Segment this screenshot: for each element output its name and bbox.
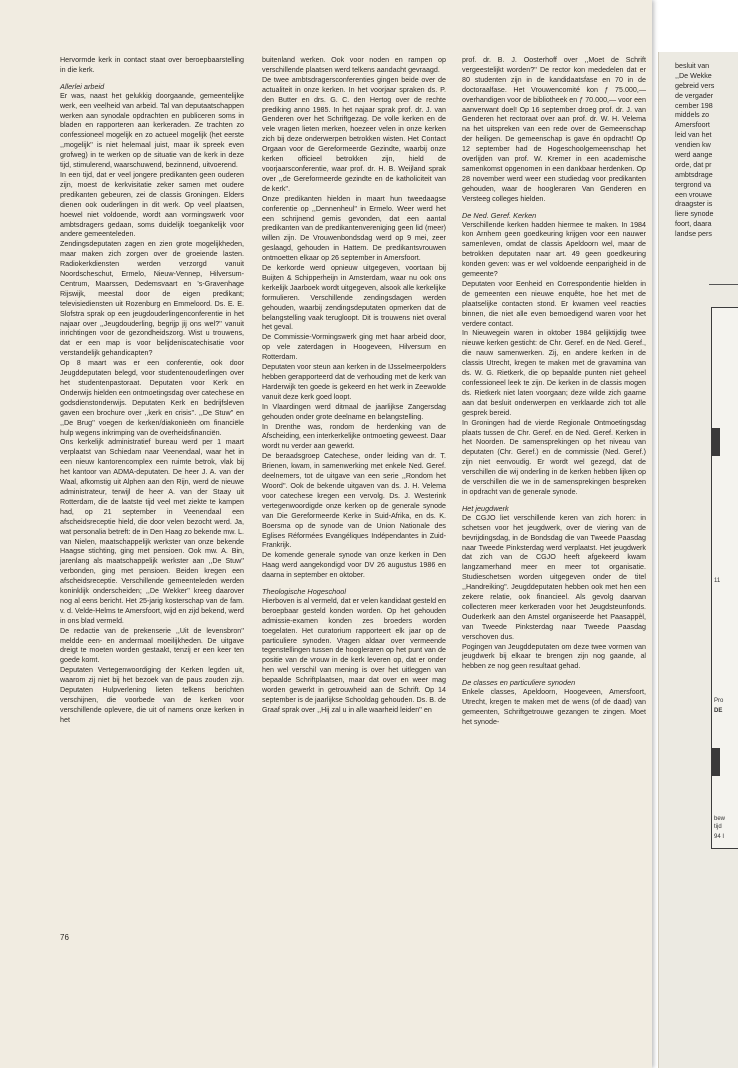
page-number: 76 bbox=[60, 933, 69, 942]
paragraph: Deputaten voor steun aan kerken in de IJsselmeerpolders hebben gerapporteerd dat de verhouding met de kerk van Harderwijk ten goede is gekeerd en het werk in Zeewolde vanuit deze kerk goed loopt. bbox=[262, 363, 446, 401]
paragraph: In Drenthe was, rondom de herdenking van de Afscheiding, een interkerkelijke ontmoeting geweest. Daar wordt nu verder aan gewerkt. bbox=[262, 422, 446, 451]
text-line: draagster is bbox=[675, 200, 713, 209]
paragraph: Zendingsdeputaten zagen en zien grote mogelijkheden, maar maken zich zorgen over de groeiende lasten. Radiokerkdiensten werden verzorgd vanuit Noordscheschut, Ermelo, Nieuw-Vennep, Hilversum-Centrum, Maarssen, Dedemsvaart en 's-Gravenhage Rijswijk, meestal door de eigen predikant; televisiediensten uit Rozenburg en Emmeloord. Ds. E. E. Slofstra sprak op een jeugdouderlingenconferentie in het najaar over ,,Jeugdouderling, begrijp jij ons wel?'' vanuit inrichtingen voor de gezondheidszorg. Wist u trouwens, dat er een map is voor belijdeniscatechisatie voor verstandelijk gehandicapten? bbox=[60, 240, 244, 358]
paragraph: Op 8 maart was er een conferentie, ook door Jeugddeputaten belegd, voor studentenouderlingen over het studentenpastoraat. Deputaten voor Kerk en Onderwijs hielden een ontmoetingsdag over catechese en godsdienstonderwijs. Deputaten Kerk en bedrijfsleven gaven een brochure over ,,kerk en crisis''. ,,De Stuw'' en ,,De Brug'' voegen de kerken/diakonieën om financiële hulp wegens inkrimping van de overheidsfinanciën. bbox=[60, 359, 244, 437]
text-line: foort, daara bbox=[675, 220, 712, 229]
paragraph: Hierboven is al vermeld, dat er velen kandidaat gesteld en beroepbaar gesteld konden worden. Op het gehouden admissie-examen konden zes broeders worden toegelaten. Het curatorium rapporteert elk jaar op de particuliere synoden. Vragen aldaar over vermeende tegenstellingen tussen de hoogleraren op het punt van de positie van de vrouw in de kerk leveren op, dat er onder hen wel verschil van mening is over het uitleggen van bepaalde Schriftplaatsen, maar dat over en weer mag worden gewerkt in getrouwheid aan de Schrift. Op 14 september is de jaarlijkse Schooldag gehouden. Ds. B. de Graaf sprak over ,,Hij zal u in alle waarheid leiden'' en bbox=[262, 596, 446, 714]
paragraph: buitenland werken. Ook voor noden en rampen op verschillende plaatsen werd telkens aandacht gevraagd. bbox=[262, 56, 446, 74]
label: 94 I bbox=[714, 834, 725, 840]
text-line: leid van het bbox=[675, 131, 712, 140]
text-line: Amersfoort bbox=[675, 121, 710, 130]
column-3 bbox=[462, 56, 646, 728]
section-heading: De Ned. Geref. Kerken bbox=[462, 210, 537, 220]
text-line: gebreid vers bbox=[675, 81, 715, 90]
column-2 bbox=[262, 56, 446, 716]
label: 11 bbox=[714, 578, 721, 584]
paragraph: In Groningen had de vierde Regionale Ontmoetingsdag plaats tussen de Chr. Geref. en de Ned. Geref. Kerken in het Noorden. De samensprekingen op het niveau van deputaten (Chr. Geref.) en de commissie (Ned. Geref.) zijn niet eenvoudig. Er wordt wel gezegd, dat de verschillen die wij onderling in de kerken hebben lijken op de verschillen die we in de samensprekingen bespreken in opdracht van de generale synode. bbox=[462, 418, 646, 496]
paragraph: Onze predikanten hielden in maart hun tweedaagse conferentie op ,,Dennenheul'' in Ermelo. Weer werd het een schrijnend gemis gevonden, dat een aantal predikanten van de predikantenvereniging geen lid (meer) willen zijn. De Vrouwenbondsdag werd op 9 mei, zeer geslaagd, gehouden in Hattem. De predikantsvrouwen ontmoetten elkaar op 26 september in Amersfoort. bbox=[262, 194, 446, 263]
text-line: een vrouwe bbox=[675, 190, 712, 199]
right-page-text bbox=[675, 62, 738, 240]
section-heading: De classes en particuliere synoden bbox=[462, 678, 576, 688]
text-line: ambtsdrage bbox=[675, 170, 713, 179]
text-line: vendien kw bbox=[675, 141, 711, 150]
paragraph: In Nieuwegein waren in oktober 1984 gelijktijdig twee nieuwe kerken gesticht: de Chr. Geref. en de Ned. Geref., die nauw samenwerken. Zij, en andere kerken in de classis Utrecht, kregen te maken met de gravamina van ds. W. G. Rietkerk, die op bepaalde punten niet geheel confessioneel leek te zijn. De kerken in de classis mogen ds. Rietkerk niet laten voorgaan; deze wilde zich gaarne aan dat besluit onderwerpen en verklaarde zich tot alle gesprek bereid. bbox=[462, 329, 646, 417]
text-line: landse pers bbox=[675, 230, 712, 239]
section-heading: Allerlei arbeid bbox=[60, 81, 105, 91]
advertisement-frame bbox=[711, 307, 738, 849]
paragraph: De beraadsgroep Catechese, onder leiding van dr. T. Brienen, kwam, in samenwerking met enkele Ned. Geref. deelnemers, tot de uitgave van een serie ,,Rondom het Woord''. Ook de bekende uitgaven van ds. J. H. Velema voor catechese kregen een vervolg. Ds. J. Westerink vertegenwoordigde onze kerken op de generale synode van Die Gereformeerde Kerke in Suid-Afrika, en ds. K. Boersma op de synode van de Union Nationale des Eglises Réformées Evangéliques Indépendantes in Zuid-Frankrijk. bbox=[262, 452, 446, 550]
text-line: ,,De Wekke bbox=[675, 71, 712, 80]
paragraph: Hervormde kerk in contact staat over beroepbaarstelling in die kerk. bbox=[60, 56, 244, 74]
paragraph: In een tijd, dat er veel jongere predikanten geen ouderen zijn, moest de kerkvisitatie zeker samen met oudere predikanten gebeuren, zei de classis Groningen. Elders dienen ook ouderlingen in dit werk. Op veel plaatsen, hoewel niet voldoende, wordt aan vormingswerk voor ambtsdragers gedaan, soms duidelijk toegankelijk voor andere gemeenteleden. bbox=[60, 170, 244, 239]
text-line: de vergader bbox=[675, 91, 714, 100]
text-line: middels zo bbox=[675, 111, 710, 120]
paragraph: Enkele classes, Apeldoorn, Hoogeveen, Amersfoort, Utrecht, kregen te maken met de wens (of de daad) van gemeenten, Schriftgetrouwe gezangen te zingen. Moet het synode- bbox=[462, 688, 646, 726]
paragraph: Pogingen van Jeugddeputaten om deze twee vormen van jeugdwerk bij elkaar te brengen zijn nog gaande, al hebben ze nog geen resultaat gehad. bbox=[462, 642, 646, 671]
paragraph: De kerkorde werd opnieuw uitgegeven, voortaan bij Buijten & Schipperheijn in Amsterdam, waar nu ook ons kerkelijk Jaarboek wordt uitgegeven, alsook alle kerkelijke formulieren. Verschillende zendingsdagen werden gehouden, waarbij zendingsdeputaten opmerken dat de belangstelling vaak terugloopt. Dit is trouwens niet overal het geval. bbox=[262, 264, 446, 332]
label: DE bbox=[714, 708, 723, 714]
text-line: cember 198 bbox=[675, 101, 713, 110]
right-page bbox=[658, 52, 738, 1068]
text-line: orde, dat pr bbox=[675, 160, 712, 169]
paragraph: Verschillende kerken hadden hiermee te maken. In 1984 kon Arnhem geen goedkeuring krijgen voor een nauwer samenleven, omdat de classis Apeldoorn wel, maar de betrokken deputaten naar art. 49 geen goedkeuring konden geven: was er wel voldoende eenparigheid in de gemeente? bbox=[462, 220, 646, 279]
label: Pro bbox=[714, 698, 724, 704]
text-line: tergrond va bbox=[675, 180, 712, 189]
label: bew bbox=[714, 816, 726, 822]
column-1 bbox=[60, 56, 244, 726]
paragraph: De CGJO liet verschillende keren van zich horen: in schetsen voor het jeugdwerk, over de viering van de bevrijdingsdag, in de Bondsdag die van Tweede Paasdag naar Tweede Pinksterdag werd verplaatst. Het jeugdwerk dat zich van de CGJO heeft afgekeerd kwam langzamerhand meer en meer tot organisatie. Studieschetsen worden uitgegeven onder de titel ,,Handreiking''. Jeugddeputaten hebben ook met hen een zekere relatie, ook financieel. Als gevolg daarvan collecteren meer kerkeraden voor het Jeugdsteunfonds. Ouderkerk aan den Amstel organiseerde het Paasappèl, van Tweede Pinksterdag naar Tweede Paasdag verschoven dus. bbox=[462, 513, 646, 641]
paragraph: De komende generale synode van onze kerken in Den Haag werd aangekondigd voor DV 26 augustus 1986 en daarna in september en oktober. bbox=[262, 551, 446, 580]
paragraph: prof. dr. B. J. Oosterhoff over ,,Moet de Schrift vergeestelijkt worden?'' De rector kon mededelen dat er 80 studenten zijn in de kandidaatsfase en 70 in de doctoraalfase. Het Vrouwencomité kon ƒ 75.000,— overhandigen voor de bibliotheek en ƒ 70.000,— voor een aanverwant doel! Op 16 september droeg prof. dr. J. van Genderen het rectoraat over aan prof. dr. W. H. Velema na het uitspreken van een rede over de Gemeenschap der heiligen. De gemeenschap is gave én opdracht! Op 12 september had de Hogeschoolgemeenschap het overlijden van prof. W. Kremer in een academische samenkomst opgenomen in een dankbaar herdenken. Op 28 november werd weer een studiedag voor predikanten gehouden, waar de hoogleraren Van Genderen en Versteeg colleges hielden. bbox=[462, 56, 646, 203]
paragraph: De twee ambtsdragersconferenties gingen beide over de actualiteit in onze kerken. In het voorjaar spraken ds. P. den Butter en drs. G. C. den Hertog over de rechte prediking anno 1985. In het najaar sprak prof. dr. J. van Genderen over het Schriftgezag. De volle kerken en de vele vragen lieten merken, hoezeer velen in onze kerken zich bij deze onderwerpen betrokken wisten. Het Contact Orgaan voor de Gereformeerde Gezindte, waarbij onze kerken officieel betrokken zijn, hield de voorjaarsconferentie, waar prof. dr. H. B. Weijland sprak over ,,de Gereformeerde gezindte en de katholiciteit van de kerk''. bbox=[262, 75, 446, 193]
text-line: liere synode bbox=[675, 210, 714, 219]
section-heading: Theologische Hogeschool bbox=[262, 587, 346, 597]
text-line: werd aange bbox=[675, 151, 713, 160]
paragraph: Deputaten Vertegenwoordiging der Kerken legden uit, waarom zij niet bij het bezoek van de paus zouden zijn. Deputaten Hulpverlening lieten telkens berichten verschijnen, die voorbede van de kerken voor verschillende oplevere, die uit of namens onze kerken in het bbox=[60, 666, 244, 724]
paragraph: Er was, naast het gelukkig doorgaande, gemeentelijke werk, een veelheid van arbeid. Tal van deputaatschappen werken aan synodale opdrachten en publiceren soms in bladen en rapporteren aan kerkeraden. Ze trachten zo confessioneel mogelijk en zo actueel mogelijk (het eerste ,,mogelijk'' is niet helemaal juist, maar ik spreek even grofweg) in te werken op de situatie van de kerk in deze tijd, stimulerend, waarschuwend, bezinnend, uitvoerend. bbox=[60, 91, 244, 170]
paragraph: In Vlaardingen werd ditmaal de jaarlijkse Zangersdag gehouden onder grote deelname en belangstelling. bbox=[262, 402, 446, 421]
label: tijd bbox=[714, 824, 722, 830]
section-heading: Het jeugdwerk bbox=[462, 503, 509, 513]
paragraph: Deputaten voor Eenheid en Correspondentie hielden in de gemeenten een nieuwe enquête, hoe het met de plaatselijke contacten stond. Er kwamen veel reacties binnen, die niet alle even bemoedigend waren voor het verdere contact. bbox=[462, 279, 646, 328]
paragraph: De Commissie-Vormingswerk ging met haar arbeid door, op vele zaterdagen in Hoogeveen, Hilversum en Rotterdam. bbox=[262, 333, 446, 362]
text-line: besluit van bbox=[675, 62, 710, 70]
divider bbox=[709, 284, 738, 285]
paragraph: De redactie van de prekenserie ,,Uit de levensbron'' meldde een- en andermaal moeilijkheden. De uitgave dreigt te moeten worden gestaakt, tenzij er een keer ten goede komt. bbox=[60, 626, 244, 665]
dark-mark bbox=[712, 748, 720, 776]
dark-mark bbox=[712, 428, 720, 456]
paragraph: Ons kerkelijk administratief bureau werd per 1 maart verplaatst van Schiedam naar Veenendaal, waar het in een nieuw kantorencomplex een ruimte betrok, vlak bij het kantoor van ADMA-deputaten. De heer J. A. van der Waal, afkomstig uit Alphen aan den Rijn, werd de nieuwe administrateur, terwijl de heer A. van der Staay uit Rotterdam, die de laatste tijd veel met ziekte te kampen had, op 21 september in Veenendaal een afscheidsreceptie hield, die door velen bezocht werd. Ja, wat personalia betreft: de in Den Haag zo bekende mw. L. van Nielen, maatschappelijk werkster van onze bekende Haagse stichting, ging met pensioen. Ook mw. A. Bin, jarenlang als maatschappelijk werkster aan ,,De Stuw'' verbonden, ging met pensioen. Beiden kregen een afscheidsreceptie. Verschillende gemeenteleden werden koninklijk onderscheiden; ,,De Wekker'' kreeg daarover nog al eens bericht. Het 25-jarig kosterschap van de fam. v. d. Velde-Helms te Amersfoort, wijd en zijd bekend, werd in ons blad vermeld. bbox=[60, 438, 244, 625]
